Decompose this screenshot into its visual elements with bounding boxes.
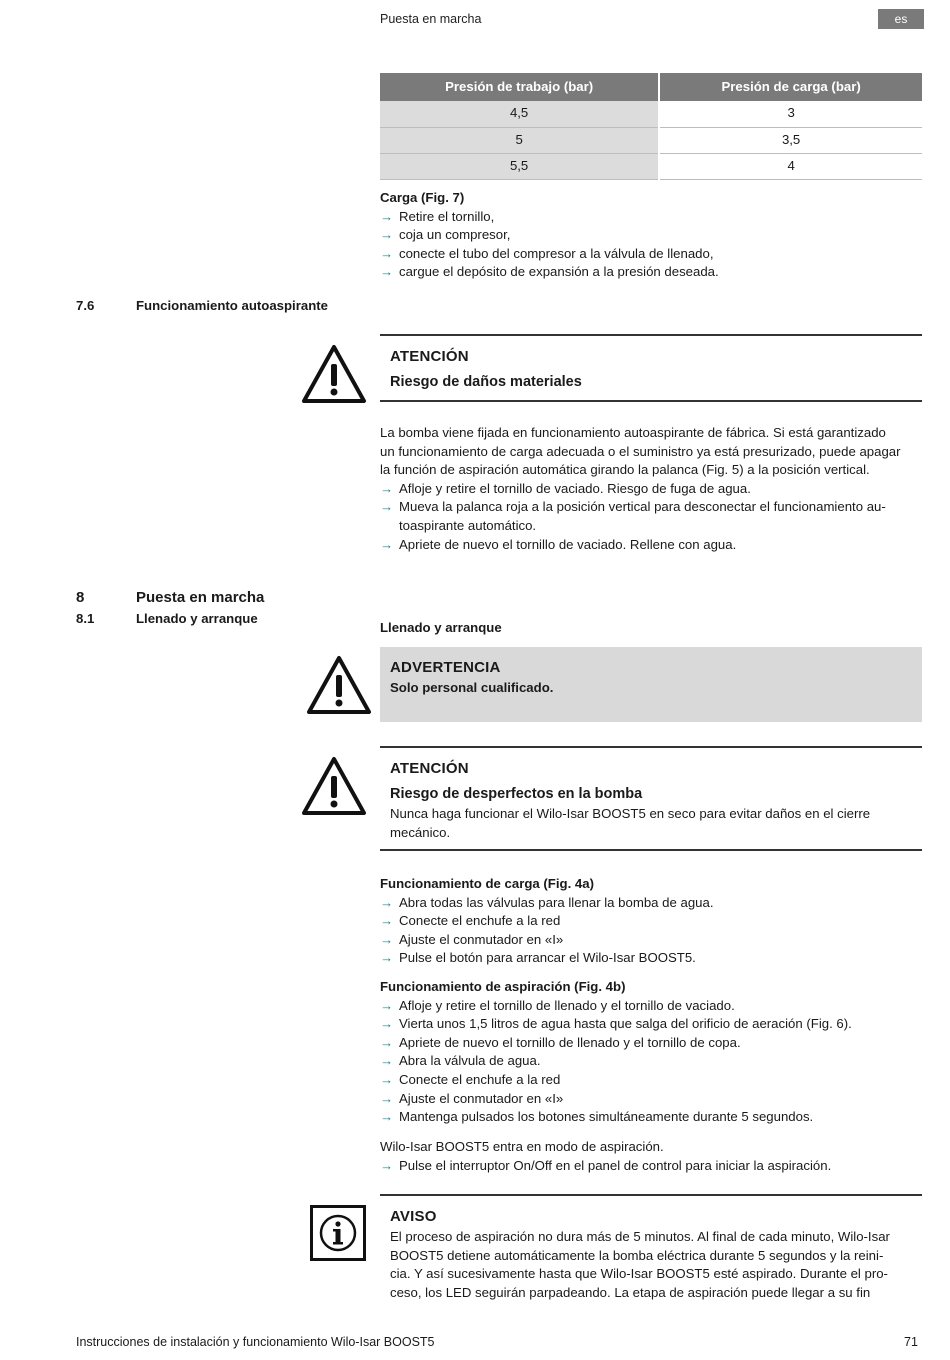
table-header-charge-pressure: Presión de carga (bar) — [659, 73, 922, 101]
warning-triangle-icon — [301, 344, 367, 404]
table-row — [380, 127, 922, 153]
signal-word: ATENCIÓN — [390, 760, 469, 777]
list-item: → cargue el depósito de expansión a la presión deseada. — [380, 263, 925, 282]
list-item: → coja un compresor, — [380, 226, 925, 245]
section-title-7-6: Funcionamiento autoaspirante — [136, 298, 328, 313]
advertencia-notice — [380, 647, 922, 722]
notice-line: ceso, los LED seguirán parpadeando. La etapa de aspiración puede llegar a su fin — [390, 1284, 871, 1300]
arrow-right-icon: → — [380, 1090, 394, 1106]
list-item: → Retire el tornillo, — [380, 208, 925, 227]
table-cell: 4,5 — [380, 101, 659, 127]
func-carga-title: Funcionamiento de carga (Fig. 4a) — [380, 876, 594, 891]
arrow-right-icon: → — [380, 264, 394, 280]
list-item-continuation: toaspirante automático. — [399, 517, 537, 533]
list-item: → Mantenga pulsados los botones simultáneamente durante 5 segundos. — [380, 1108, 925, 1127]
list-item: → Afloje y retire el tornillo de vaciado. Riesgo de fuga de agua. — [380, 480, 925, 499]
table-cell: 4 — [659, 153, 922, 179]
list-item: → Conecte el enchufe a la red — [380, 1071, 925, 1090]
aspiracion-mode-section — [380, 1138, 925, 1175]
list-item: → Apriete de nuevo el tornillo de vaciado. Rellene con agua. — [380, 536, 925, 555]
aviso-notice — [380, 1194, 922, 1314]
signal-word: AVISO — [390, 1208, 437, 1225]
arrow-right-icon: → — [380, 245, 394, 261]
table-cell: 5,5 — [380, 153, 659, 179]
paragraph-line: un funcionamiento de carga adecuada o el suministro ya está presurizado, puede apagar — [380, 443, 901, 459]
list-item: → Pulse el botón para arrancar el Wilo-Isar BOOST5. — [380, 949, 925, 968]
table-row — [380, 153, 922, 179]
carga-section — [380, 189, 925, 282]
paragraph-line: La bomba viene fijada en funcionamiento autoaspirante de fábrica. Si está garantizado — [380, 425, 886, 440]
page-number: 71 — [904, 1335, 918, 1349]
table-header-working-pressure: Presión de trabajo (bar) — [380, 73, 659, 101]
autoaspirante-text — [380, 424, 925, 554]
info-icon — [310, 1205, 366, 1261]
list-item: → conecte el tubo del compresor a la válvula de llenado, — [380, 245, 925, 264]
func-carga-section — [380, 875, 925, 968]
atencion-notice-2 — [380, 746, 922, 851]
paragraph-line: la función de aspiración automática girando la palanca (Fig. 5) a la posición vertical. — [380, 462, 870, 478]
arrow-right-icon: → — [380, 1016, 394, 1032]
section-number-8-1: 8.1 — [76, 611, 95, 626]
notice-line: mecánico. — [390, 824, 451, 840]
pressure-table — [380, 73, 922, 180]
section-number-8: 8 — [76, 589, 85, 606]
section-number-7-6: 7.6 — [76, 298, 95, 313]
arrow-right-icon: → — [380, 1071, 394, 1087]
risk-title: Riesgo de desperfectos en la bomba — [390, 786, 643, 802]
list-item: → Pulse el interruptor On/Off en el panel de control para iniciar la aspiración. — [380, 1157, 925, 1176]
risk-title: Riesgo de daños materiales — [390, 374, 582, 390]
arrow-right-icon: → — [380, 499, 394, 515]
list-item: → Vierta unos 1,5 litros de agua hasta que salga del orificio de aeración (Fig. 6). — [380, 1015, 925, 1034]
arrow-right-icon: → — [380, 1109, 394, 1125]
arrow-right-icon: → — [380, 997, 394, 1013]
arrow-right-icon: → — [380, 208, 394, 224]
language-badge: es — [878, 9, 924, 29]
section-title-8: Puesta en marcha — [136, 589, 265, 606]
list-item: → Conecte el enchufe a la red — [380, 912, 925, 931]
aspiracion-mode-text: Wilo-Isar BOOST5 entra en modo de aspiración. — [380, 1139, 664, 1154]
func-aspiracion-title: Funcionamiento de aspiración (Fig. 4b) — [380, 979, 626, 994]
signal-word: ATENCIÓN — [390, 348, 469, 365]
arrow-right-icon: → — [380, 1157, 394, 1173]
notice-line: El proceso de aspiración no dura más de 5 minutos. Al final de cada minuto, Wilo-Isar — [390, 1229, 890, 1244]
list-item: → Ajuste el conmutador en «I» — [380, 931, 925, 950]
notice-line: BOOST5 detiene automáticamente la bomba eléctrica durante 5 segundos y la reini- — [390, 1247, 884, 1263]
table-cell: 5 — [380, 127, 659, 153]
list-item: → Abra la válvula de agua. — [380, 1052, 925, 1071]
footer-title: Instrucciones de instalación y funcionamiento Wilo-Isar BOOST5 — [76, 1335, 435, 1349]
arrow-right-icon: → — [380, 894, 394, 910]
llenado-heading: Llenado y arranque — [380, 620, 502, 635]
notice-line: Nunca haga funcionar el Wilo-Isar BOOST5 en seco para evitar daños en el cierre — [390, 806, 871, 821]
arrow-right-icon: → — [380, 1053, 394, 1069]
list-item: → Apriete de nuevo el tornillo de llenado y el tornillo de copa. — [380, 1034, 925, 1053]
list-item: → Ajuste el conmutador en «I» — [380, 1090, 925, 1109]
arrow-right-icon: → — [380, 931, 394, 947]
list-item: → Mueva la palanca roja a la posición vertical para desconectar el funcionamiento au- — [380, 498, 925, 517]
section-title-8-1: Llenado y arranque — [136, 611, 258, 626]
table-row — [380, 101, 922, 127]
running-header: Puesta en marcha — [380, 12, 482, 26]
table-cell: 3,5 — [659, 127, 922, 153]
table-cell: 3 — [659, 101, 922, 127]
list-item: → Abra todas las válvulas para llenar la bomba de agua. — [380, 894, 925, 913]
arrow-right-icon: → — [380, 227, 394, 243]
atencion-notice-1 — [380, 334, 922, 402]
arrow-right-icon: → — [380, 1034, 394, 1050]
arrow-right-icon: → — [380, 913, 394, 929]
list-item: → Afloje y retire el tornillo de llenado y el tornillo de vaciado. — [380, 997, 925, 1016]
carga-title: Carga (Fig. 7) — [380, 190, 465, 205]
arrow-right-icon: → — [380, 950, 394, 966]
func-aspiracion-section — [380, 978, 925, 1127]
warning-triangle-icon — [306, 655, 372, 715]
notice-line: cia. Y así sucesivamente hasta que Wilo-Isar BOOST5 esté aspirado. Durante el pro- — [390, 1266, 888, 1282]
signal-word: ADVERTENCIA — [390, 659, 501, 676]
arrow-right-icon: → — [380, 480, 394, 496]
arrow-right-icon: → — [380, 536, 394, 552]
advertencia-text: Solo personal cualificado. — [390, 680, 554, 695]
warning-triangle-icon — [301, 756, 367, 816]
